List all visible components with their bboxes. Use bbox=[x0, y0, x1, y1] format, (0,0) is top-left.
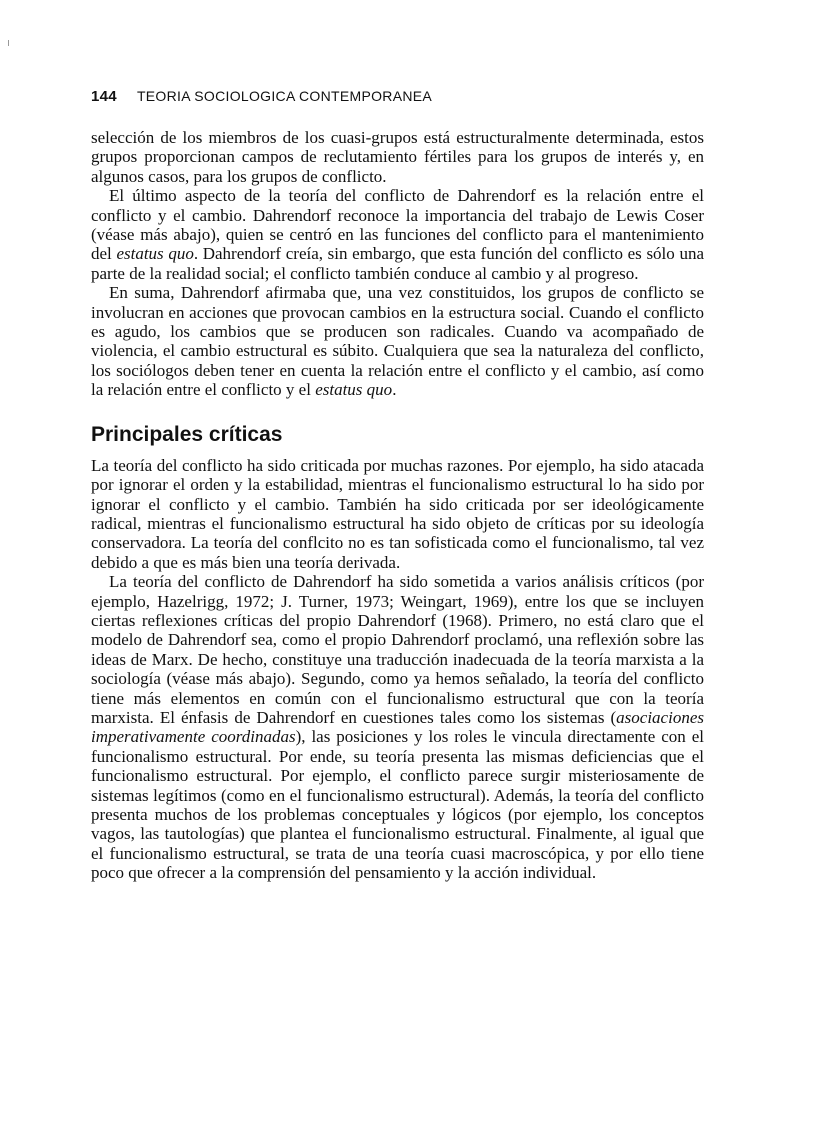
running-header bbox=[91, 88, 432, 105]
italic-term: asociaciones imperativamente coordinadas bbox=[91, 707, 704, 747]
body-text bbox=[91, 128, 704, 883]
paragraph: selección de los miembros de los cuasi-grupos está estructuralmente determinada, estos grupos proporcionan campos de reclutamiento fértiles para los grupos de interés y, en algunos casos, para los grupos de conflicto. bbox=[91, 128, 704, 186]
italic-term: estatus quo bbox=[116, 244, 194, 264]
italic-term: estatus quo bbox=[315, 380, 393, 400]
section-heading: Principales críticas bbox=[91, 422, 283, 446]
paragraph: La teoría del conflicto ha sido criticada por muchas razones. Por ejemplo, ha sido atacada por ignorar el orden y la estabilidad, mientras el funcionalismo estructural lo ha sido por ignorar el conflicto y el cambio. También ha sido criticada por ser ideológicamente radical, mientras el funcionalismo estructural ha sido objeto de críticas por su ideología conservadora. La teoría del conflcito no es tan sofisticada como el funcionalismo, tal vez debido a que es más bien una teoría derivada. bbox=[91, 455, 704, 572]
page-number: 144 bbox=[91, 88, 117, 105]
paragraph: La teoría del conflicto de Dahrendorf ha sido sometida a varios análisis críticos (por ejemplo, Hazelrigg, 1972; J. Turner, 1973; Weingart, 1969), entre los que se incluyen ciertas reflexiones críticas del propio Dahrendorf (1968). Primero, no está claro que el modelo de Dahrendorf sea, como el propio Dahrendorf proclamó, una reflexión sobre las ideas de Marx. De hecho, constituye una traducción inadecuada de la teoría marxista a la sociología (véase más abajo). Segundo, como ya hemos señalado, la teoría del conflicto tiene más elementos en común con el funcionalismo estructural que con la teoría marxista. El énfasis de Dahrendorf en cuestiones tales como los sistemas (asociaciones imperativamente coordinadas), las posiciones y los roles le vincula directamente con el funcionalismo estructural. Por ende, su teoría presenta las mismas deficiencias que el funcionalismo estructural. Por ejemplo, el conflicto parece surgir misteriosamente de sistemas legítimos (como en el funcionalismo estructural). Además, la teoría del conflicto presenta muchos de los problemas conceptuales y lógicos (por ejemplo, los conceptos vagos, las tautologías) que plantea el funcionalismo estructural. Finalmente, al igual que el funcionalismo estructural, se trata de una teoría cuasi macroscópica, y por ello tiene poco que ofrecer a la comprensión del pensamiento y la acción individual. bbox=[91, 572, 704, 883]
running-title: TEORIA SOCIOLOGICA CONTEMPORANEA bbox=[136, 88, 433, 104]
scan-mark bbox=[8, 40, 9, 46]
paragraph: En suma, Dahrendorf afirmaba que, una vez constituidos, los grupos de conflicto se involucran en acciones que provocan cambios en la estructura social. Cuando el conflicto es agudo, los cambios que se producen son radicales. Cuando va acompañado de violencia, el cambio estructural es súbito. Cualquiera que sea la naturaleza del conflicto, los sociólogos deben tener en cuenta la relación entre el conflicto y el cambio, así como la relación entre el conflicto y el estatus quo. bbox=[91, 283, 704, 400]
paragraph: El último aspecto de la teoría del conflicto de Dahrendorf es la relación entre el conflicto y el cambio. Dahrendorf reconoce la importancia del trabajo de Lewis Coser (véase más abajo), quien se centró en las funciones del conflicto para el mantenimiento del estatus quo. Dahrendorf creía, sin embargo, que esta función del conflicto es sólo una parte de la realidad social; el conflicto también conduce al cambio y al progreso. bbox=[91, 186, 704, 283]
